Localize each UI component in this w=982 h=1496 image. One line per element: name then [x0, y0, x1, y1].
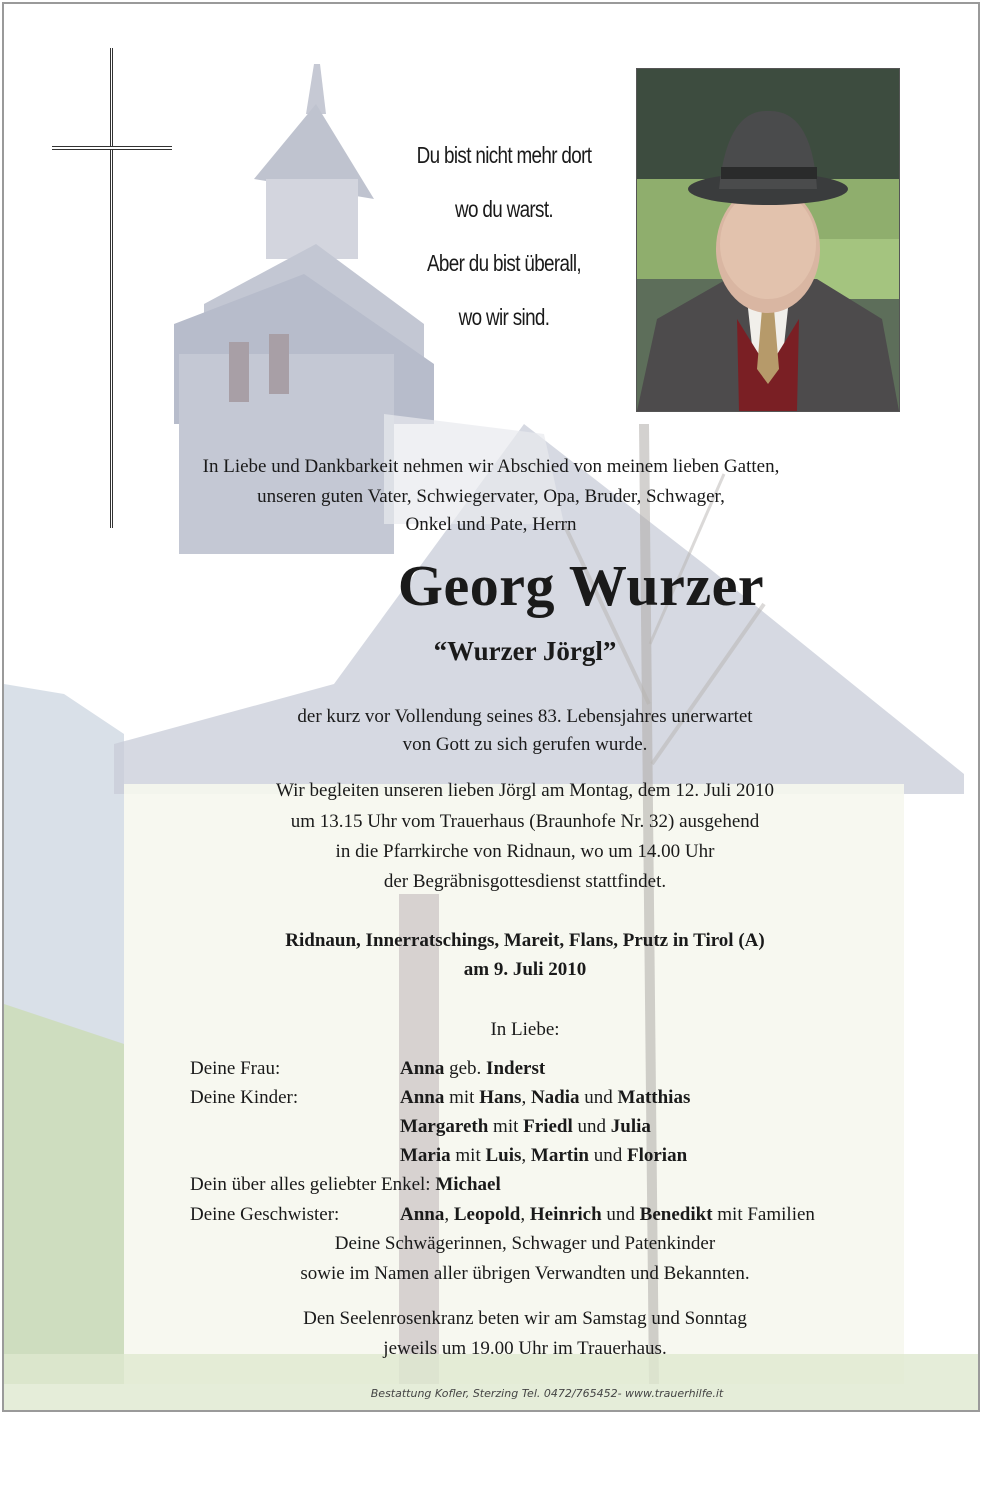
relatives-line: sowie im Namen aller übrigen Verwandten und Bekannten. [300, 1263, 750, 1284]
obituary-sheet [2, 2, 980, 1412]
family-label: Deine Frau: [190, 1058, 281, 1079]
funeral-line: der Begräbnisgottesdienst stattfindet. [383, 871, 667, 892]
date-line: am 9. Juli 2010 [463, 959, 587, 980]
funeral-line: um 13.15 Uhr vom Trauerhaus (Braunhofe Nr. 32) ausgehend [290, 811, 760, 832]
intro-line: unseren guten Vater, Schwiegervater, Opa, Bruder, Schwager, [257, 486, 725, 507]
death-notice-line: von Gott zu sich gerufen wurde. [402, 734, 648, 755]
poem-line: wo wir sind. [458, 304, 550, 330]
family-value: Anna mit Hans, Nadia und Matthias [400, 1087, 691, 1108]
deceased-name: Georg Wurzer [397, 553, 765, 618]
rosary-line: jeweils um 19.00 Uhr im Trauerhaus. [383, 1338, 667, 1359]
intro-line: Onkel und Pate, Herrn [405, 514, 577, 535]
family-value: Anna, Leopold, Heinrich und Benedikt mit Familien [400, 1204, 815, 1225]
poem-line: Du bist nicht mehr dort [416, 142, 592, 168]
intro-line: In Liebe und Dankbarkeit nehmen wir Abschied von meinem lieben Gatten, [202, 456, 780, 477]
rosary-line: Den Seelenrosenkranz beten wir am Samstag und Sonntag [303, 1308, 747, 1329]
poem-line: wo du warst. [454, 196, 553, 222]
poem-line: Aber du bist überall, [427, 250, 581, 276]
inlaws-line: Deine Schwägerinnen, Schwager und Patenkinder [334, 1233, 716, 1254]
places-line: Ridnaun, Innerratschings, Mareit, Flans, Prutz in Tirol (A) [285, 930, 765, 951]
family-value: Maria mit Luis, Martin und Florian [400, 1145, 688, 1166]
family-value: Anna geb. Inderst [400, 1058, 546, 1079]
deceased-nickname: “Wurzer Jörgl” [433, 636, 617, 666]
family-label: Deine Kinder: [190, 1087, 299, 1108]
family-label: Dein über alles geliebter Enkel: [190, 1174, 436, 1195]
family-label: Deine Geschwister: [190, 1204, 340, 1225]
funeral-line: in die Pfarrkirche von Ridnaun, wo um 14.00 Uhr [335, 841, 715, 862]
memorial-poem [406, 128, 603, 344]
family-row-grandchild [190, 1170, 501, 1199]
death-notice-line: der kurz vor Vollendung seines 83. Lebensjahres unerwartet [297, 706, 753, 727]
funeral-home-footer: Bestattung Kofler, Sterzing Tel. 0472/765452- www.trauerhilfe.it [370, 1387, 724, 1400]
funeral-line: Wir begleiten unseren lieben Jörgl am Montag, dem 12. Juli 2010 [275, 780, 775, 801]
portrait-photo [636, 68, 900, 412]
family-heading: In Liebe: [490, 1019, 560, 1040]
family-value: Michael [435, 1174, 501, 1195]
family-value: Margareth mit Friedl und Julia [400, 1116, 651, 1137]
